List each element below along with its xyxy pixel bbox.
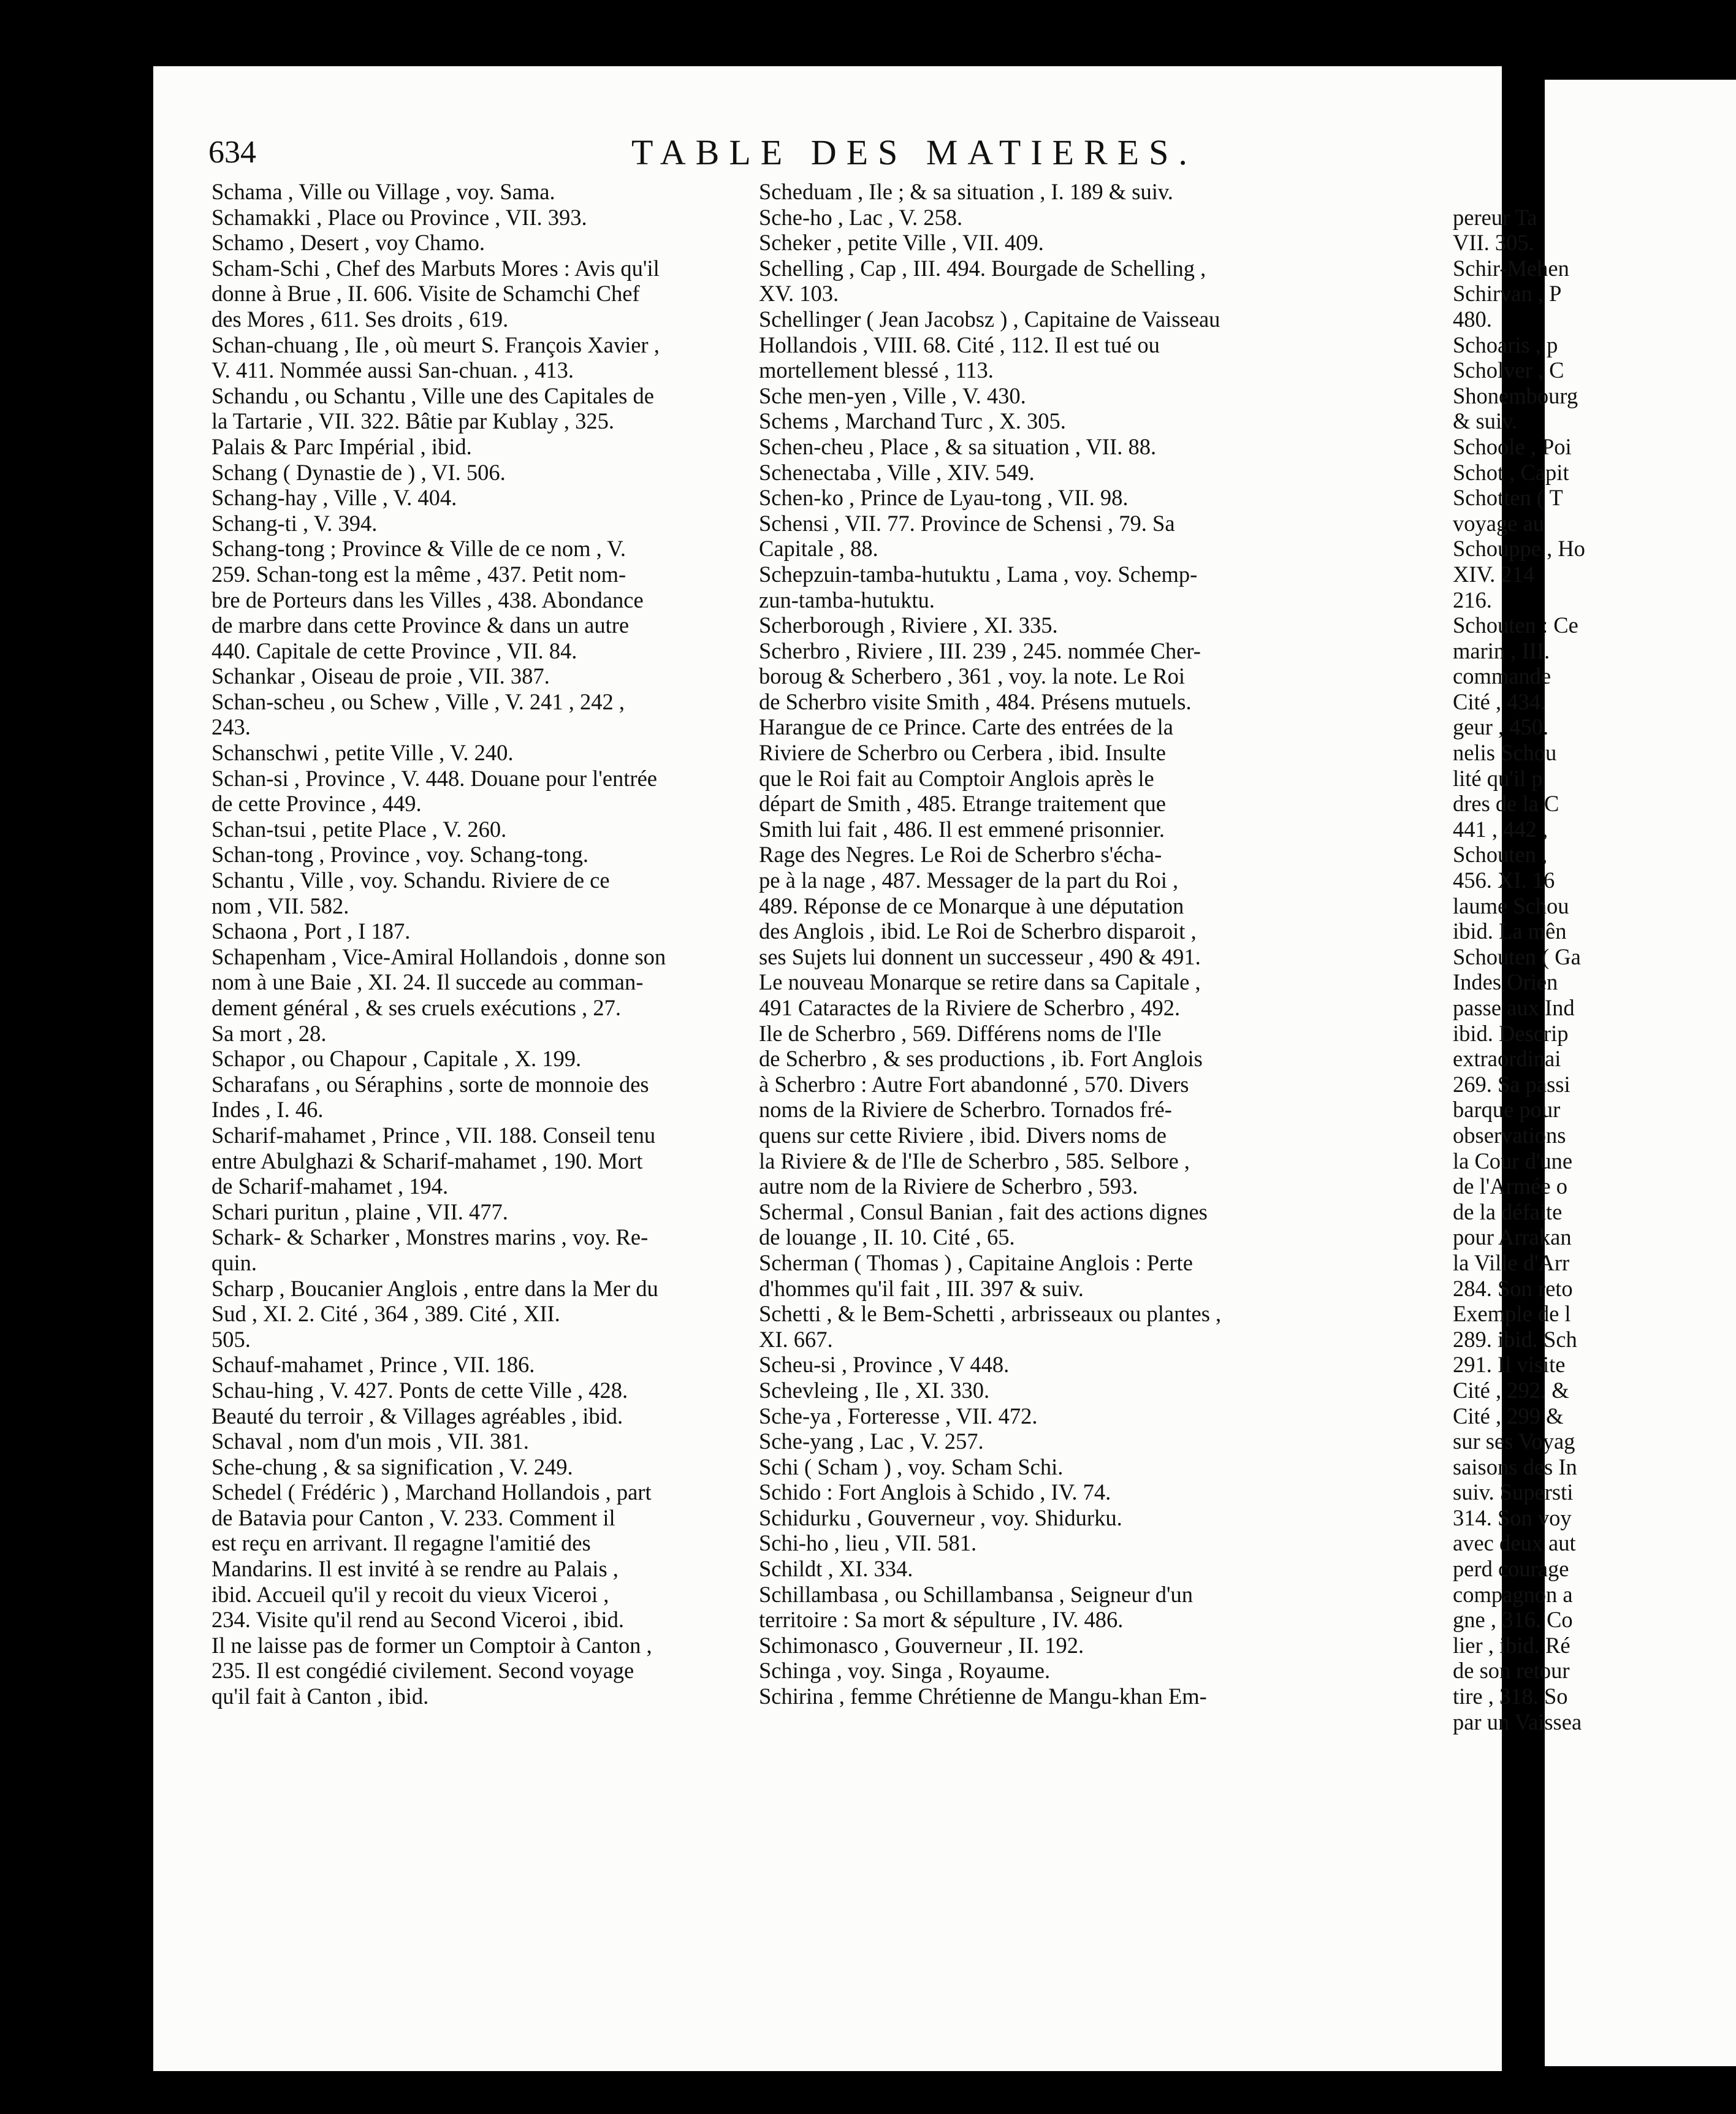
index-entry-line: Ile de Scherbro , 569. Différens noms de l'Ile [759, 1020, 1162, 1046]
index-entry-line: avec deux aut [1453, 1530, 1576, 1556]
index-entry-line: Schenectaba , Ville , XIV. 549. [759, 459, 1035, 485]
index-entry-line: Schirvan , P [1453, 281, 1562, 307]
index-entry-line: Scheker , petite Ville , VII. 409. [759, 230, 1044, 256]
index-entry-line: Scherborough , Riviere , XI. 335. [759, 612, 1058, 638]
index-entry-line: des Anglois , ibid. Le Roi de Scherbro disparoit , [759, 918, 1197, 944]
index-entry-line: Scharif-mahamet , Prince , VII. 188. Conseil tenu [211, 1122, 656, 1148]
index-column-right [759, 179, 1464, 1709]
index-entry-line: Schapenham , Vice-Amiral Hollandois , donne son [211, 944, 666, 969]
index-entry-line: extraordinai [1453, 1046, 1561, 1072]
index-entry-line: est reçu en arrivant. Il regagne l'amitié des [211, 1530, 591, 1556]
index-entry-line: par un Vaissea [1453, 1709, 1582, 1734]
index-entry-line: Schan-tong , Province , voy. Schang-tong. [211, 842, 588, 868]
index-entry-line: dres de la C [1453, 791, 1559, 817]
index-entry-line: Schauf-mahamet , Prince , VII. 186. [211, 1352, 535, 1378]
index-entry-line: 491 Cataractes de la Riviere de Scherbro , 492. [759, 995, 1181, 1020]
index-entry-line: Schan-si , Province , V. 448. Douane pour l'entrée [211, 765, 657, 791]
index-entry-line: Hollandois , VIII. 68. Cité , 112. Il est tué ou [759, 332, 1160, 357]
index-entry-line: Schouppe , Ho [1453, 536, 1585, 562]
index-entry-line: Schang-ti , V. 394. [211, 510, 378, 536]
index-entry-line: Schen-cheu , Place , & sa situation , VII. 88. [759, 433, 1157, 459]
index-entry-line: Schouten ( Ga [1453, 944, 1581, 969]
index-entry-line: nelis Schou [1453, 740, 1557, 766]
index-entry-line: d'hommes qu'il fait , III. 397 & suiv. [759, 1275, 1084, 1301]
index-entry-line: Schir-Mehen [1453, 255, 1569, 281]
index-entry-line: Sche-ya , Forteresse , VII. 472. [759, 1403, 1038, 1429]
index-entry-line: Mandarins. Il est invité à se rendre au Palais , [211, 1556, 619, 1582]
index-entry-line: Schari puritun , plaine , VII. 477. [211, 1199, 508, 1224]
index-entry-line: ses Sujets lui donnent un successeur , 490 & 491. [759, 944, 1201, 969]
index-entry-line: Cité , 292. & [1453, 1377, 1569, 1403]
index-entry-line: 259. Schan-tong est la même , 437. Petit nom- [211, 561, 626, 587]
index-entry-line: Sche men-yen , Ville , V. 430. [759, 383, 1026, 408]
index-entry-line: sur ses Voyag [1453, 1429, 1575, 1454]
index-entry-line: autre nom de la Riviere de Scherbro , 593. [759, 1173, 1138, 1199]
index-entry-line: Scheduam , Ile ; & sa situation , I. 189 & suiv. [759, 179, 1173, 204]
index-entry-line: pereur Ta [1453, 204, 1537, 230]
index-entry-line: XIV. 214 [1453, 561, 1535, 587]
index-entry-line: Schaona , Port , I 187. [211, 918, 411, 944]
index-entry-line: ibid. Accueil qu'il y recoit du vieux Viceroi , [211, 1581, 609, 1607]
index-entry-line: lité qu'il p [1453, 765, 1543, 791]
index-entry-line: Schang-tong ; Province & Ville de ce nom , V. [211, 536, 626, 562]
index-entry-line: la Cour d'une [1453, 1148, 1573, 1173]
index-entry-line: de son retour [1453, 1658, 1570, 1684]
index-entry-line: Schang-hay , Ville , V. 404. [211, 485, 457, 511]
index-entry-line: Exemple de l [1453, 1301, 1571, 1327]
index-entry-line: 440. Capitale de cette Province , VII. 84. [211, 638, 577, 663]
index-entry-line: Schouten , [1453, 842, 1548, 868]
index-entry-line: Schedel ( Frédéric ) , Marchand Hollandois , part [211, 1479, 652, 1505]
index-entry-line: boroug & Scherbero , 361 , voy. la note. Le Roi [759, 663, 1186, 689]
index-entry-line: mortellement blessé , 113. [759, 357, 994, 383]
index-entry-line: Cité , 434. [1453, 689, 1547, 714]
index-entry-line: Schepzuin-tamba-hutuktu , Lama , voy. Schemp- [759, 561, 1198, 587]
index-entry-line: Schoaris , p [1453, 332, 1558, 357]
index-entry-line: Schark- & Scharker , Monstres marins , voy. Re- [211, 1224, 649, 1250]
index-entry-line: Riviere de Scherbro ou Cerbera , ibid. Insulte [759, 740, 1166, 766]
index-entry-line: Schen-ko , Prince de Lyau-tong , VII. 98. [759, 485, 1129, 511]
running-title: TABLE DES MATIERES. [631, 132, 1197, 172]
index-entry-line [1453, 179, 1723, 205]
index-entry-line: Schildt , XI. 334. [759, 1556, 913, 1582]
index-entry-line: 441 , 442 , [1453, 816, 1548, 842]
index-entry-line: ibid. La mên [1453, 918, 1567, 944]
index-entry-line: Cité , 299 & [1453, 1403, 1564, 1429]
index-entry-line: Schermal , Consul Banian , fait des actions dignes [759, 1199, 1208, 1224]
index-entry-line: 216. [1453, 587, 1492, 612]
index-entry-line: barque pour [1453, 1097, 1561, 1123]
index-entry-line: Indes , I. 46. [211, 1097, 324, 1123]
index-entry-line: laume Schou [1453, 893, 1569, 918]
index-entry-line: Schantu , Ville , voy. Schandu. Riviere de ce [211, 868, 610, 893]
index-entry-line: observations [1453, 1122, 1566, 1148]
index-entry-line: Schems , Marchand Turc , X. 305. [759, 408, 1066, 434]
page-number: 634 [208, 135, 256, 170]
index-entry-line: Rage des Negres. Le Roi de Scherbro s'écha- [759, 842, 1162, 868]
index-entry-line: XV. 103. [759, 281, 839, 307]
index-entry-line: Schau-hing , V. 427. Ponts de cette Ville , 428. [211, 1377, 628, 1403]
index-entry-line: Le nouveau Monarque se retire dans sa Capitale , [759, 969, 1201, 995]
index-entry-line: Capitale , 88. [759, 536, 878, 562]
index-entry-line: Sche-chung , & sa signification , V. 249. [211, 1454, 573, 1479]
index-entry-line: 243. [211, 714, 251, 740]
index-entry-line: Schapor , ou Chapour , Capitale , X. 199. [211, 1046, 582, 1072]
index-entry-line: Scheu-si , Province , V 448. [759, 1352, 1010, 1378]
index-entry-line: 456. XI. 16 [1453, 868, 1555, 893]
index-entry-line: de louange , II. 10. Cité , 65. [759, 1224, 1015, 1250]
index-entry-line: de Scharif-mahamet , 194. [211, 1173, 449, 1199]
index-entry-line: tire , 318. So [1453, 1684, 1568, 1709]
index-entry-line: Scholver , C [1453, 357, 1564, 383]
index-entry-line: 284. Son reto [1453, 1275, 1573, 1301]
index-entry-line: départ de Smith , 485. Etrange traitement que [759, 791, 1166, 817]
index-entry-line: Smith lui fait , 486. Il est emmené prisonnier. [759, 816, 1165, 842]
index-entry-line: ibid. Descrip [1453, 1020, 1569, 1046]
index-entry-line: 289. ibid. Sch [1453, 1326, 1577, 1352]
index-entry-line: des Mores , 611. Ses droits , 619. [211, 306, 509, 332]
index-entry-line: voyage au [1453, 510, 1544, 536]
index-entry-line: suiv. Supersti [1453, 1479, 1574, 1505]
index-entry-line: Schankar , Oiseau de proie , VII. 387. [211, 663, 550, 689]
index-entry-line: de l'Armée o [1453, 1173, 1567, 1199]
index-entry-line: 505. [211, 1326, 251, 1352]
index-entry-line: Schetti , & le Bem-Schetti , arbrisseaux ou plantes , [759, 1301, 1222, 1327]
index-entry-line: Scherbro , Riviere , III. 239 , 245. nommée Cher- [759, 638, 1201, 663]
index-entry-line: Schan-scheu , ou Schew , Ville , V. 241 , 242 , [211, 689, 625, 714]
index-entry-line: Schinga , voy. Singa , Royaume. [759, 1658, 1051, 1684]
index-entry-line: à Scherbro : Autre Fort abandonné , 570. Divers [759, 1071, 1189, 1097]
index-entry-line: Shonembourg [1453, 383, 1578, 408]
index-entry-line: Scharp , Boucanier Anglois , entre dans la Mer du [211, 1275, 658, 1301]
index-entry-line: 489. Réponse de ce Monarque à une députation [759, 893, 1184, 918]
index-entry-line: Schimonasco , Gouverneur , II. 192. [759, 1632, 1084, 1658]
index-entry-line: Schi ( Scham ) , voy. Scham Schi. [759, 1454, 1064, 1479]
index-entry-line: Schamo , Desert , voy Chamo. [211, 230, 485, 256]
index-entry-line: de Scherbro , & ses productions , ib. Fort Anglois [759, 1046, 1203, 1072]
index-entry-line: nom à une Baie , XI. 24. Il succede au comman- [211, 969, 644, 995]
index-entry-line: entre Abulghazi & Scharif-mahamet , 190. Mort [211, 1148, 643, 1173]
index-entry-line: Schellinger ( Jean Jacobsz ) , Capitaine de Vaisseau [759, 306, 1220, 332]
index-entry-line: Schevleing , Ile , XI. 330. [759, 1377, 990, 1403]
index-entry-line: nom , VII. 582. [211, 893, 349, 918]
index-entry-line: Schillambasa , ou Schillambansa , Seigneur d'un [759, 1581, 1194, 1607]
index-entry-line: saisons des In [1453, 1454, 1577, 1479]
index-entry-line: Schan-tsui , petite Place , V. 260. [211, 816, 507, 842]
index-entry-line: Schouten : Ce [1453, 612, 1578, 638]
index-entry-line: 269. Sa passi [1453, 1071, 1570, 1097]
index-entry-line: Scharafans , ou Séraphins , sorte de monnoie des [211, 1071, 649, 1097]
index-entry-line: noms de la Riviere de Scherbro. Tornados fré- [759, 1097, 1172, 1123]
index-entry-line: marin , III. [1453, 638, 1550, 663]
index-entry-line: Schan-chuang , Ile , où meurt S. François Xavier , [211, 332, 660, 357]
index-entry-line: territoire : Sa mort & sépulture , IV. 486. [759, 1607, 1124, 1633]
index-entry-line: 235. Il est congédié civilement. Second voyage [211, 1658, 634, 1684]
index-entry-line: qu'il fait à Canton , ibid. [211, 1684, 429, 1709]
index-entry-line: Schi-ho , lieu , VII. 581. [759, 1530, 977, 1556]
index-entry-line: 480. [1453, 306, 1492, 332]
index-entry-line: lier , ibid. Ré [1453, 1632, 1570, 1658]
index-entry-line: de Batavia pour Canton , V. 233. Comment il [211, 1505, 615, 1530]
index-entry-line: dement général , & ses cruels exécutions , 27. [211, 995, 621, 1020]
index-entry-line: la Tartarie , VII. 322. Bâtie par Kublay , 325. [211, 408, 614, 434]
index-entry-line: Schelling , Cap , III. 494. Bourgade de Schelling , [759, 255, 1206, 281]
page-header [208, 132, 1220, 175]
index-entry-line: zun-tamba-hutuktu. [759, 587, 935, 612]
index-entry-line: de la défaite [1453, 1199, 1563, 1224]
index-entry-line: Schirina , femme Chrétienne de Mangu-khan Em- [759, 1684, 1207, 1709]
index-entry-line: pour Arrakan [1453, 1224, 1572, 1250]
index-entry-line: Harangue de ce Prince. Carte des entrées de la [759, 714, 1173, 740]
index-entry-line: XI. 667. [759, 1326, 833, 1352]
index-entry-line: perd courage [1453, 1556, 1569, 1582]
index-entry-line: Schot , Capit [1453, 459, 1569, 485]
index-entry-line: Schido : Fort Anglois à Schido , IV. 74. [759, 1479, 1111, 1505]
index-entry-line: Palais & Parc Impérial , ibid. [211, 433, 472, 459]
index-entry-line: Sche-yang , Lac , V. 257. [759, 1429, 984, 1454]
index-entry-line: Schamakki , Place ou Province , VII. 393. [211, 204, 587, 230]
index-entry-line: de Scherbro visite Smith , 484. Présens mutuels. [759, 689, 1192, 714]
index-entry-line: geur , 450. [1453, 714, 1549, 740]
index-entry-line: Beauté du terroir , & Villages agréables , ibid. [211, 1403, 623, 1429]
index-entry-line: 234. Visite qu'il rend au Second Viceroi , ibid. [211, 1607, 624, 1633]
index-entry-line: pe à la nage , 487. Messager de la part du Roi , [759, 868, 1179, 893]
index-entry-line: Schang ( Dynastie de ) , VI. 506. [211, 459, 506, 485]
index-entry-line: Indes Orien [1453, 969, 1558, 995]
index-entry-line: Scherman ( Thomas ) , Capitaine Anglois : Perte [759, 1250, 1193, 1275]
index-entry-line: Sche-ho , Lac , V. 258. [759, 204, 963, 230]
index-entry-line: compagnon a [1453, 1581, 1573, 1607]
index-entry-line: 291. Il visite [1453, 1352, 1566, 1378]
index-entry-line: quin. [211, 1250, 257, 1275]
index-entry-line: Schama , Ville ou Village , voy. Sama. [211, 179, 555, 204]
index-entry-line: V. 411. Nommée aussi San-chuan. , 413. [211, 357, 574, 383]
index-entry-line: Il ne laisse pas de former un Comptoir à Canton , [211, 1632, 652, 1658]
index-entry-line: & suiv. [1453, 408, 1518, 434]
index-entry-line: Schoole , Poi [1453, 433, 1572, 459]
index-entry-line: Scham-Schi , Chef des Marbuts Mores : Avis qu'il [211, 255, 660, 281]
index-entry-line: que le Roi fait au Comptoir Anglois après le [759, 765, 1154, 791]
index-entry-line: Sud , XI. 2. Cité , 364 , 389. Cité , XII. [211, 1301, 560, 1327]
index-entry-line: Sa mort , 28. [211, 1020, 327, 1046]
index-entry-line: 314. Son voy [1453, 1505, 1572, 1530]
index-entry-line: Schaval , nom d'un mois , VII. 381. [211, 1429, 529, 1454]
index-entry-line: VII. 305. [1453, 230, 1534, 256]
index-entry-line: passe aux Ind [1453, 995, 1575, 1020]
index-entry-line: Schanschwi , petite Ville , V. 240. [211, 740, 514, 766]
index-entry-line: donne à Brue , II. 606. Visite de Schamchi Chef [211, 281, 640, 307]
index-entry-line: de cette Province , 449. [211, 791, 422, 817]
index-entry-line: Schensi , VII. 77. Province de Schensi , 79. Sa [759, 510, 1175, 536]
index-entry-line: bre de Porteurs dans les Villes , 438. Abondance [211, 587, 644, 612]
index-entry-line: Schidurku , Gouverneur , voy. Shidurku. [759, 1505, 1122, 1530]
index-entry-line: Schandu , ou Schantu , Ville une des Capitales de [211, 383, 654, 408]
index-entry-line: la Ville d'Arr [1453, 1250, 1570, 1275]
index-column-facing-page [1453, 179, 1723, 1734]
index-entry-line: de marbre dans cette Province & dans un autre [211, 612, 630, 638]
index-entry-line: gne , 316. Co [1453, 1607, 1573, 1633]
index-entry-line: quens sur cette Riviere , ibid. Divers noms de [759, 1122, 1167, 1148]
index-entry-line: Schotten ( T [1453, 485, 1563, 511]
index-entry-line: la Riviere & de l'Ile de Scherbro , 585. Selbore , [759, 1148, 1190, 1173]
index-entry-line: commande [1453, 663, 1551, 689]
